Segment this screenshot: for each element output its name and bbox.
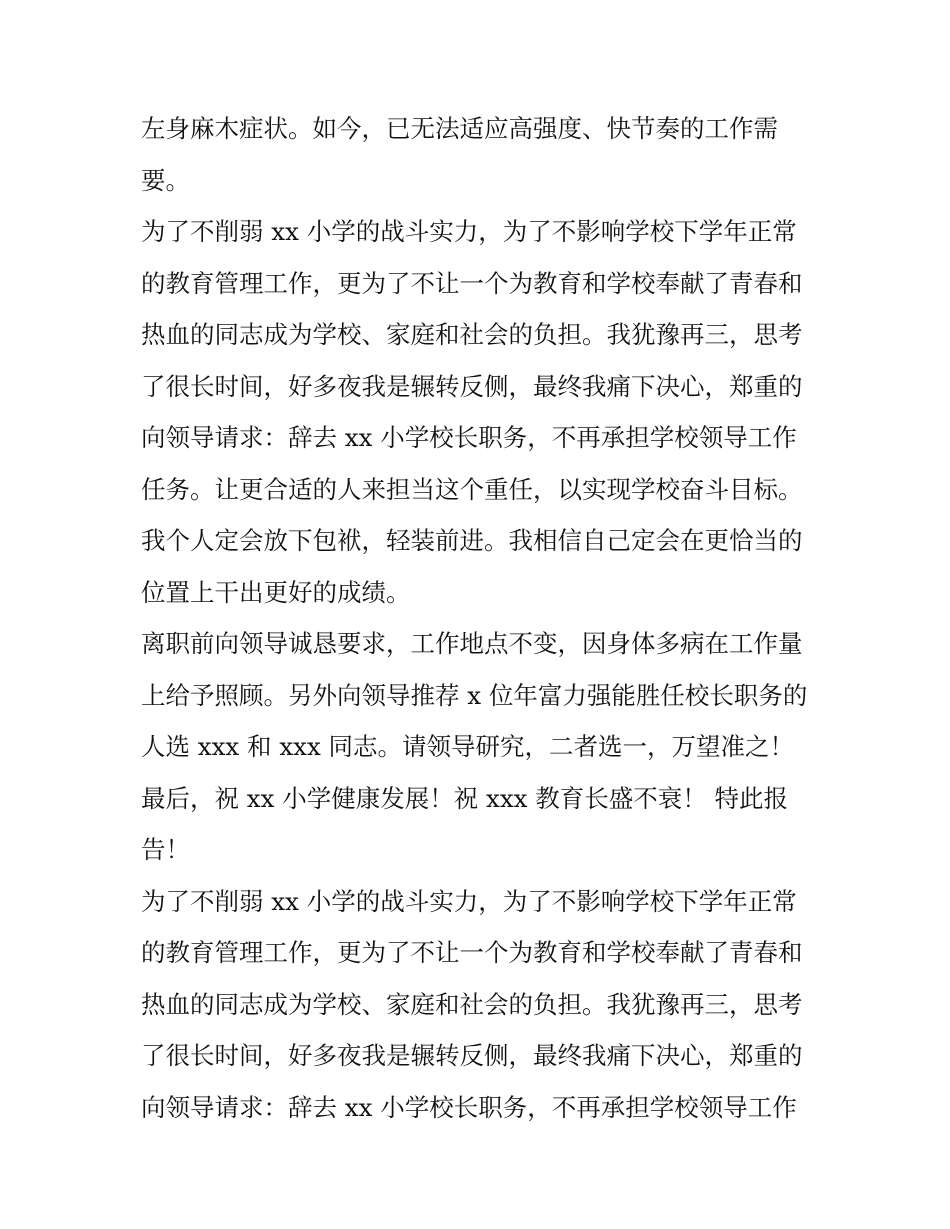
text-line: 我个人定会放下包袱，轻装前进。我相信自己定会在更恰当的 [141, 526, 803, 555]
text-line: 位置上干出更好的成绩。 [141, 577, 411, 607]
text-line: 任务。让更合适的人来担当这个重任，以实现学校奋斗目标。 [141, 474, 803, 504]
text-line: 了很长时间，好多夜我是辗转反侧，最终我痛下决心，郑重的 [141, 1041, 803, 1070]
text-line: 的教育管理工作，更为了不让一个为教育和学校奉献了青春和 [141, 268, 803, 298]
text-line: 的教育管理工作，更为了不让一个为教育和学校奉献了青春和 [141, 938, 803, 967]
text-line: 为了不削弱 xx 小学的战斗实力，为了不影响学校下学年正常 [141, 217, 797, 246]
text-line: 向领导请求：辞去 xx 小学校长职务，不再承担学校领导工作 [141, 1092, 797, 1122]
text-line: 向领导请求：辞去 xx 小学校长职务，不再承担学校领导工作 [141, 423, 797, 452]
text-line: 左身麻木症状。如今，已无法适应高强度、快节奏的工作需 [141, 114, 778, 143]
document-body [141, 103, 831, 1133]
text-line: 热血的同志成为学校、家庭和社会的负担。我犹豫再三，思考 [141, 320, 803, 349]
text-line: 上给予照顾。另外向领导推荐 x 位年富力强能胜任校长职务的 [141, 680, 808, 710]
text-line: 人选 xxx 和 xxx 同志。请领导研究，二者选一，万望准之！ [141, 732, 795, 761]
text-line: 离职前向领导诚恳要求，工作地点不变，因身体多病在工作量 [141, 629, 803, 658]
text-line: 了很长时间，好多夜我是辗转反侧，最终我痛下决心，郑重的 [141, 371, 803, 401]
text-line: 最后，祝 xx 小学健康发展！祝 xxx 教育长盛不衰！ 特此报 [141, 783, 789, 813]
text-line: 热血的同志成为学校、家庭和社会的负担。我犹豫再三，思考 [141, 989, 803, 1019]
text-line: 为了不削弱 xx 小学的战斗实力，为了不影响学校下学年正常 [141, 886, 797, 916]
text-line: 告！ [141, 835, 190, 864]
text-line: 要。 [141, 165, 190, 195]
